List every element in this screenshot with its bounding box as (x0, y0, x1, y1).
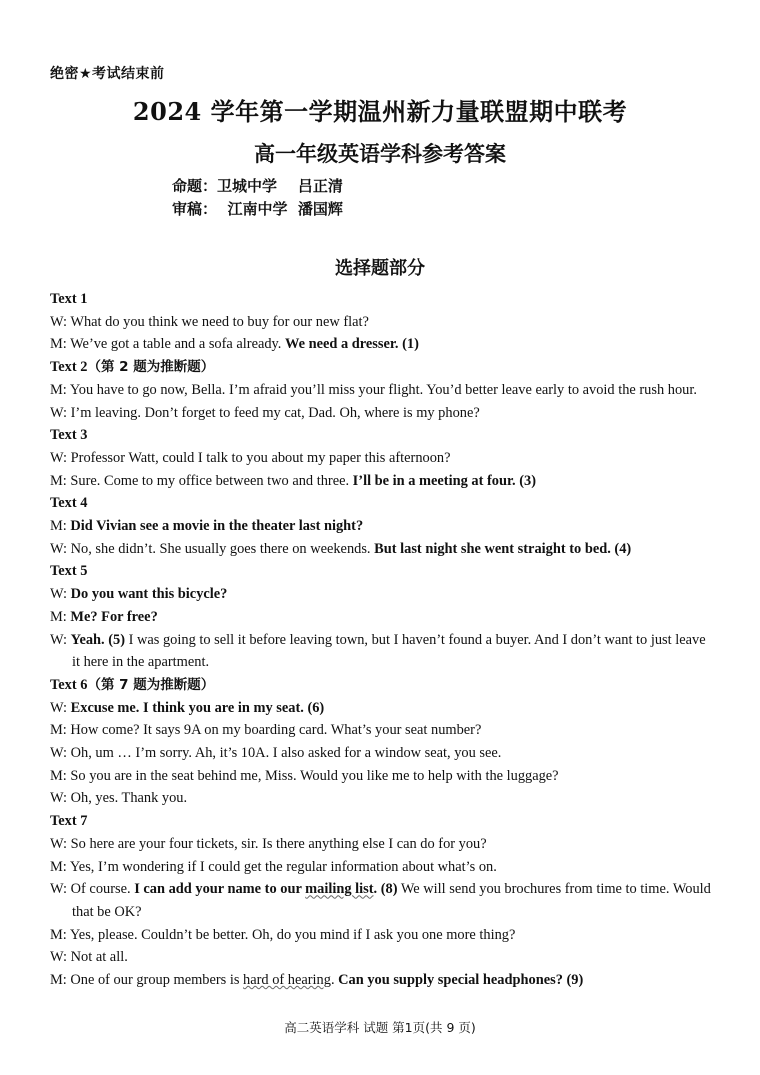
dialogue-line: W: I’m leaving. Don’t forget to feed my cat, Dad. Oh, where is my phone? (50, 404, 480, 421)
dialogue-line: M: Yes, I’m wondering if I could get the regular information about what’s on. (50, 858, 497, 875)
speaker: W: (50, 699, 71, 716)
dialogue-line: W: Not at all. (50, 949, 128, 966)
reviewer-credit: 审稿： 江南中学 潘国辉 (172, 200, 343, 218)
speaker: M: (50, 518, 71, 535)
answer-highlight: Do you want this bicycle? (70, 586, 228, 603)
heading-label: Text 2 (50, 359, 88, 376)
answer-highlight: I’ll be in a meeting at four. (3) (352, 472, 537, 489)
listening-transcript (50, 288, 714, 992)
speaker: M: (50, 608, 71, 625)
answer-highlight: Can you supply special headphones? (9) (338, 972, 584, 989)
text-2-heading (50, 356, 714, 379)
line-text: I was going to sell it before leaving town, but I haven’t found a buyer. And I don’t want to just leave it here in the apartment. (72, 631, 706, 671)
wavy-underlined-term: mailing list (305, 881, 374, 898)
heading-label: Text 6 (50, 676, 88, 693)
exam-title: 2024 学年第一学期温州新力量联盟期中联考 (132, 97, 628, 126)
inference-note: （第 2 题为推断题） (87, 359, 215, 376)
dialogue-line (50, 878, 714, 923)
line-text: M: Sure. Come to my office between two and three. (50, 472, 353, 489)
dialogue-line: W: Professor Watt, could I talk to you about my paper this afternoon? (50, 449, 451, 466)
text-5-heading: Text 5 (50, 563, 88, 580)
dialogue-line: M: How come? It says 9A on my boarding card. What’s your seat number? (50, 722, 482, 739)
speaker: W: (50, 631, 71, 648)
answer-highlight: But last night she went straight to bed. (4) (374, 540, 632, 557)
dialogue-line (50, 538, 714, 561)
line-text: M: We’ve got a table and a sofa already. (50, 336, 285, 353)
line-text: . (330, 972, 339, 989)
wavy-underlined-term: hard of hearing (243, 972, 331, 989)
inference-note: （第 7 题为推断题） (87, 676, 215, 693)
answer-highlight: Me? For free? (70, 608, 158, 625)
setter-credit: 命题：卫城中学 吕正清 (172, 177, 343, 195)
text-3-heading: Text 3 (50, 427, 88, 444)
dialogue-line (50, 606, 714, 629)
section-title: 选择题部分 (335, 258, 425, 279)
line-text: We will send you brochures from time to time. Would that be OK? (72, 881, 711, 920)
page-footer: 高二英语学科 试题 第1页(共 9 页) (284, 1020, 476, 1035)
dialogue-line: W: Oh, yes. Thank you. (50, 790, 188, 807)
answer-highlight: . (8) (373, 881, 398, 898)
dialogue-line (50, 583, 714, 606)
dialogue-line: W: Oh, um … I’m sorry. Ah, it’s 10A. I also asked for a window seat, you see. (50, 745, 502, 762)
dialogue-line (50, 969, 714, 992)
dialogue-line: W: So here are your four tickets, sir. Is there anything else I can do for you? (50, 835, 487, 852)
line-text: W: No, she didn’t. She usually goes there on weekends. (50, 540, 375, 557)
line-text: M: One of our group members is (50, 972, 244, 989)
answer-highlight: Did Vivian see a movie in the theater last night? (70, 518, 364, 535)
dialogue-line: M: Yes, please. Couldn’t be better. Oh, do you mind if I ask you one more thing? (50, 926, 516, 943)
line-text: W: Of course. (50, 881, 135, 898)
text-4-heading: Text 4 (50, 495, 88, 512)
text-1-heading: Text 1 (50, 291, 88, 307)
exam-subtitle: 高一年级英语学科参考答案 (254, 141, 506, 166)
speaker: W: (50, 586, 71, 603)
answer-highlight: Excuse me. I think you are in my seat. (6) (70, 699, 325, 716)
answer-highlight: We need a dresser. (1) (285, 336, 419, 353)
dialogue-line (50, 333, 714, 356)
dialogue-line: W: What do you think we need to buy for our new flat? (50, 313, 369, 330)
confidential-label: 绝密★考试结束前 (50, 66, 165, 82)
text-7-heading: Text 7 (50, 813, 88, 830)
answer-highlight: Yeah. (5) (70, 631, 126, 648)
dialogue-line (50, 515, 714, 538)
dialogue-line (50, 697, 714, 720)
text-6-heading (50, 674, 714, 697)
dialogue-line (50, 470, 714, 493)
dialogue-line: M: You have to go now, Bella. I’m afraid you’ll miss your flight. You’d better leave early to avoid the rush hour. (50, 381, 697, 398)
dialogue-line (50, 629, 714, 674)
dialogue-line: M: So you are in the seat behind me, Miss. Would you like me to help with the luggage? (50, 767, 559, 784)
answer-highlight: I can add your name to our (134, 881, 306, 898)
